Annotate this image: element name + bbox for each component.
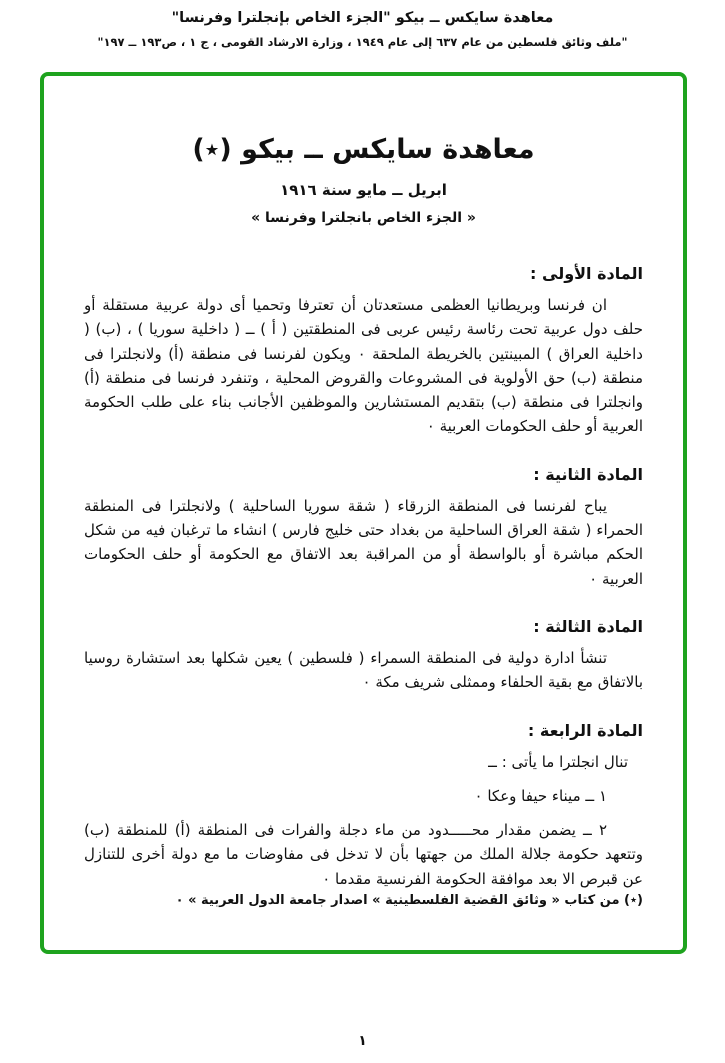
green-border-frame (40, 72, 687, 954)
article-4-item-1: ١ ــ ميناء حيفا وعكا ۰ (474, 786, 607, 805)
article-2 (84, 465, 643, 591)
article-3-body: تنشأ ادارة دولية فى المنطقة السمراء ( فلسطين ) يعين شكلها بعد استشارة روسيا بالاتفاق مع بقية الحلفاء وممثلى شريف مكة ۰ (84, 648, 643, 692)
article-2-body: يباح لفرنسا فى المنطقة الزرقاء ( شقة سوريا الساحلية ) ولانجلترا فى المنطقة الحمراء ( شقة العراق الساحلية من بغداد حتى خليج فارس ) انشاء ما ترغبان فيه من شكل الحكم مباشرة أو بالواسطة أو من المراقبة بعد الاتفاق مع الحكومة أو حلف الحكومات العربية ۰ (84, 496, 643, 588)
article-4-heading: المادة الرابعة : (527, 720, 643, 740)
article-1-heading: المادة الأولى : (530, 264, 643, 283)
document-title: معاهدة سايكس ــ بيكو (٭) (192, 134, 535, 165)
article-4-intro: تنال انجلترا ما يأتى : ــ (488, 752, 628, 771)
article-3 (84, 617, 643, 695)
article-1 (84, 264, 643, 439)
article-3-heading: المادة الثالثة : (533, 616, 643, 636)
document-content (44, 76, 683, 891)
page-header (0, 0, 725, 49)
article-1-body: ان فرنسا وبريطانيا العظمى مستعدتان أن تعترفا وتحميا أى دولة عربية مستقلة أو حلف دول عربية تحت رئاسة رئيس عربى فى المنطقتين ( أ ) ــ ( داخلية سوريا ) ، (ب) ( داخلية العراق ) المبينتين بالخريطة الملحقة ۰ ويكون لفرنسا فى منطقة (أ) ولانجلترا فى منطقة (ب) حق الأولوية فى المشروعات والقروض المحلية ، وتنفرد فرنسا فى منطقة (أ) وانجلترا فى منطقة (ب) بتقديم المستشارين والموظفين الأجانب بناء على طلب الحكومة العربية أو حلف الحكومات العربية ۰ (84, 296, 643, 436)
header-source-citation: "ملف وثائق فلسطين من عام ٦٣٧ إلى عام ١٩٤٩ ، وزارة الارشاد القومى ، ج ١ ، ص١٩٣ ــ ١٩٧" (97, 35, 628, 49)
footnote: (٭) من كتاب « وثائق القضية الفلسطينية » اصدار جامعة الدول العربية » ۰ (175, 893, 643, 908)
article-2-heading: المادة الثانية : (533, 464, 643, 484)
document-date-line: ابريل ــ مايو سنة ١٩١٦ (280, 181, 447, 199)
article-4 (84, 721, 643, 891)
header-title: معاهدة سايكس ــ بيكو "الجزء الخاص بإنجلترا وفرنسا" (171, 10, 554, 26)
article-4-item-2: ٢ ــ يضمن مقدار محـــــدود من ماء دجلة والفرات فى المنطقة (أ) للمنطقة (ب) وتتعهد حكومة جلالة الملك من جهتها بأن لا تدخل فى مفاوضات ما مع دولة أخرى للتنازل عن قبرص الا بعد موافقة الحكومة الفرنسية مقدما ۰ (84, 821, 643, 888)
document-subtitle: « الجزء الخاص بانجلترا وفرنسا » (251, 210, 476, 226)
page-number: ١ (358, 1033, 367, 1049)
